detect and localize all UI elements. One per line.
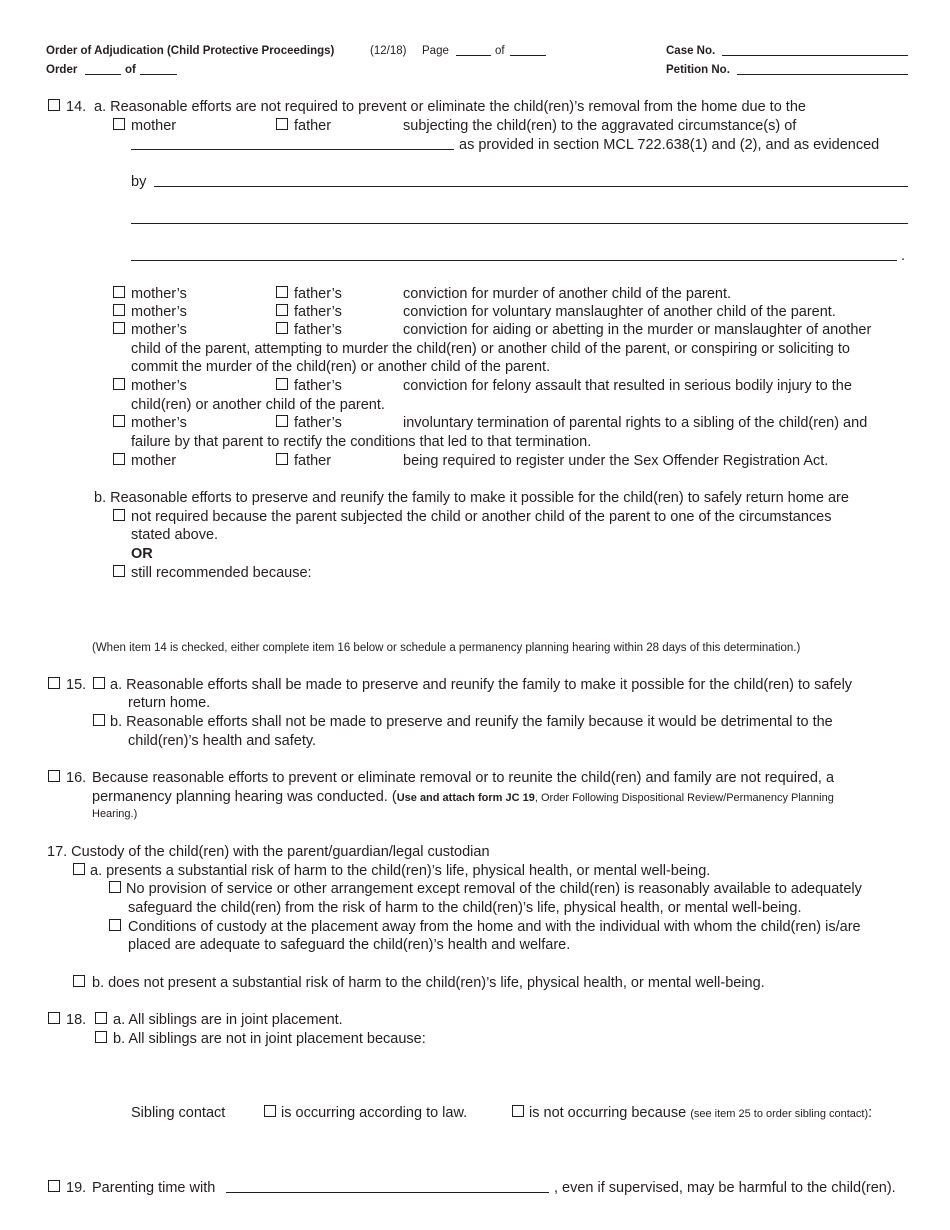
item-15b-line-1: b. Reasonable efforts shall not be made to preserve and reunify the family because it would be detrimental to the [110, 714, 833, 730]
item-14b-opt1-line-2: stated above. [131, 527, 219, 543]
c6-mother-checkbox[interactable] [113, 453, 125, 465]
item-14b-still-recommended-checkbox[interactable] [113, 565, 125, 577]
c3-mother-label: mother’s [131, 322, 187, 338]
c4-mother-label: mother’s [131, 378, 187, 394]
item-17a2-line-2: placed are adequate to safeguard the child(ren)’s health and welfare. [128, 937, 571, 953]
page-total-field[interactable] [510, 55, 546, 56]
item-14-checkbox[interactable] [48, 99, 60, 111]
c3-text-line-3: commit the murder of the child(ren) or another child of the parent. [131, 359, 551, 375]
item-16-line-3: Hearing.) [92, 808, 138, 820]
item-17a2-line-1: Conditions of custody at the placement away from the home and with the individual with whom the child(ren) is/are [128, 919, 861, 935]
petition-no-field[interactable] [737, 74, 908, 75]
c3-father-label: father’s [294, 322, 342, 338]
c3-text-line-1: conviction for aiding or abetting in the murder or manslaughter of another [403, 322, 872, 338]
evidenced-by-line-3[interactable] [131, 260, 897, 261]
subjecting-text: subjecting the child(ren) to the aggravated circumstance(s) of [403, 118, 797, 134]
c5-text-line-2: failure by that parent to rectify the conditions that led to that termination. [131, 434, 592, 450]
c5-text-line-1: involuntary termination of parental rights to a sibling of the child(ren) and [403, 415, 868, 431]
item-16-line-1: Because reasonable efforts to prevent or eliminate removal or to reunite the child(ren) and family are not required, a [92, 770, 835, 786]
c3-text-line-2: child of the parent, attempting to murder the child(ren) or another child of the parent, or conspiring or soliciting to [131, 341, 850, 357]
item-14-note: (When item 14 is checked, either complete item 16 below or schedule a permanency planning hearing within 28 days of this determination.) [92, 642, 801, 654]
c4-mother-checkbox[interactable] [113, 378, 125, 390]
item-14a-mother-label: mother [131, 118, 177, 134]
form-title: Order of Adjudication (Child Protective Proceedings) [46, 45, 335, 57]
item-14b-opt2: still recommended because: [131, 565, 312, 581]
c5-father-checkbox[interactable] [276, 415, 288, 427]
case-no-label: Case No. [666, 45, 716, 57]
c2-mother-checkbox[interactable] [113, 304, 125, 316]
item-15b-checkbox[interactable] [93, 714, 105, 726]
item-14a-father-label: father [294, 118, 332, 134]
item-18a-text: a. All siblings are in joint placement. [113, 1012, 343, 1028]
form-version: (12/18) [370, 45, 407, 57]
item-15b-line-2: child(ren)’s health and safety. [128, 733, 317, 749]
c5-father-label: father’s [294, 415, 342, 431]
order-of-label: of [125, 64, 136, 76]
c4-father-checkbox[interactable] [276, 378, 288, 390]
item-18b-checkbox[interactable] [95, 1031, 107, 1043]
item-14a-mother-checkbox[interactable] [113, 118, 125, 130]
c3-mother-checkbox[interactable] [113, 322, 125, 334]
c2-father-checkbox[interactable] [276, 304, 288, 316]
item-18a-checkbox[interactable] [95, 1012, 107, 1024]
order-label: Order [46, 64, 78, 76]
item-14b-text: b. Reasonable efforts to preserve and reunify the family to make it possible for the child(ren) to safely return home are [94, 490, 849, 506]
item-15-checkbox[interactable] [48, 677, 60, 689]
colon: : [868, 1105, 873, 1121]
petition-no-label: Petition No. [666, 64, 730, 76]
see-item-25-note: (see item 25 to order sibling contact) [690, 1108, 869, 1120]
order-total-field[interactable] [140, 74, 177, 75]
c2-mother-label: mother’s [131, 304, 187, 320]
sibling-contact-occurring-label: is occurring according to law. [281, 1105, 468, 1121]
c2-father-label: father’s [294, 304, 342, 320]
item-16-line-2 [92, 788, 834, 807]
as-provided-text: as provided in section MCL 722.638(1) and (2), and as evidenced [459, 137, 880, 153]
item-15a-line-1: a. Reasonable efforts shall be made to preserve and reunify the family to make it possible for the child(ren) to safely [110, 677, 853, 693]
c1-text: conviction for murder of another child of the parent. [403, 286, 732, 302]
item-17a-checkbox[interactable] [73, 863, 85, 875]
item-18-checkbox[interactable] [48, 1012, 60, 1024]
evidenced-by-line-1[interactable] [154, 186, 908, 187]
or-label: OR [131, 546, 153, 562]
c3-father-checkbox[interactable] [276, 322, 288, 334]
page-number-field[interactable] [456, 55, 491, 56]
sibling-contact-not-occurring-checkbox[interactable] [512, 1105, 524, 1117]
parenting-time-with-field[interactable] [226, 1192, 549, 1193]
sibling-contact-not-occurring-line [529, 1104, 872, 1123]
item-17a1-checkbox[interactable] [109, 881, 121, 893]
c1-father-checkbox[interactable] [276, 286, 288, 298]
period: . [901, 248, 906, 264]
c2-text: conviction for voluntary manslaughter of another child of the parent. [403, 304, 836, 320]
item-14b-opt1-line-1: not required because the parent subjected the child or another child of the parent to one of the circumstances [131, 509, 832, 525]
page-of-label: of [495, 45, 505, 57]
item-17-title: 17. Custody of the child(ren) with the parent/guardian/legal custodian [47, 844, 490, 860]
c1-mother-checkbox[interactable] [113, 286, 125, 298]
item-14a-father-checkbox[interactable] [276, 118, 288, 130]
c6-father-label: father [294, 453, 332, 469]
item-16-l2-main: permanency planning hearing was conducted. ( [92, 789, 397, 805]
c4-father-label: father’s [294, 378, 342, 394]
c5-mother-label: mother’s [131, 415, 187, 431]
item-15a-line-2: return home. [128, 695, 211, 711]
item-19-checkbox[interactable] [48, 1180, 60, 1192]
c4-text-line-1: conviction for felony assault that resulted in serious bodily injury to the [403, 378, 852, 394]
item-16-checkbox[interactable] [48, 770, 60, 782]
c1-father-label: father’s [294, 286, 342, 302]
c1-mother-label: mother’s [131, 286, 187, 302]
c5-mother-checkbox[interactable] [113, 415, 125, 427]
sibling-contact-label: Sibling contact [131, 1105, 226, 1121]
item-16-form-title: , Order Following Dispositional Review/Permanency Planning [534, 792, 834, 804]
item-15a-checkbox[interactable] [93, 677, 105, 689]
item-18b-text: b. All siblings are not in joint placement because: [113, 1031, 426, 1047]
item-19-prefix: Parenting time with [92, 1180, 216, 1196]
item-14a-text: a. Reasonable efforts are not required to prevent or eliminate the child(ren)’s removal from the home due to the [94, 99, 806, 115]
item-17a2-checkbox[interactable] [109, 919, 121, 931]
c4-text-line-2: child(ren) or another child of the parent. [131, 397, 385, 413]
c6-text: being required to register under the Sex Offender Registration Act. [403, 453, 829, 469]
sibling-contact-occurring-checkbox[interactable] [264, 1105, 276, 1117]
item-19-number: 19. [66, 1180, 87, 1196]
item-19-suffix: , even if supervised, may be harmful to the child(ren). [554, 1180, 896, 1196]
case-no-field[interactable] [722, 55, 908, 56]
item-15-number: 15. [66, 677, 87, 693]
sibling-contact-not-occurring-label: is not occurring because [529, 1105, 687, 1121]
page-label: Page [422, 45, 449, 57]
by-label: by [131, 174, 147, 190]
item-17a-text: a. presents a substantial risk of harm to the child(ren)’s life, physical health, or mental well-being. [90, 863, 711, 879]
item-17a1-line-1: No provision of service or other arrangement except removal of the child(ren) is reasonably available to adequately [126, 881, 862, 897]
order-number-field[interactable] [85, 74, 121, 75]
item-16-form-ref: Use and attach form JC 19 [396, 792, 535, 804]
c6-father-checkbox[interactable] [276, 453, 288, 465]
c6-mother-label: mother [131, 453, 177, 469]
aggravated-circumstance-field[interactable] [131, 149, 454, 150]
item-17b-text: b. does not present a substantial risk of harm to the child(ren)’s life, physical health, or mental well-being. [92, 975, 765, 991]
item-18-number: 18. [66, 1012, 87, 1028]
item-14b-not-required-checkbox[interactable] [113, 509, 125, 521]
item-16-number: 16. [66, 770, 87, 786]
evidenced-by-line-2[interactable] [131, 223, 908, 224]
item-14-number: 14. [66, 99, 87, 115]
item-17a1-line-2: safeguard the child(ren) from the risk of harm to the child(ren)’s life, physical health, or mental well-being. [128, 900, 802, 916]
item-17b-checkbox[interactable] [73, 975, 85, 987]
